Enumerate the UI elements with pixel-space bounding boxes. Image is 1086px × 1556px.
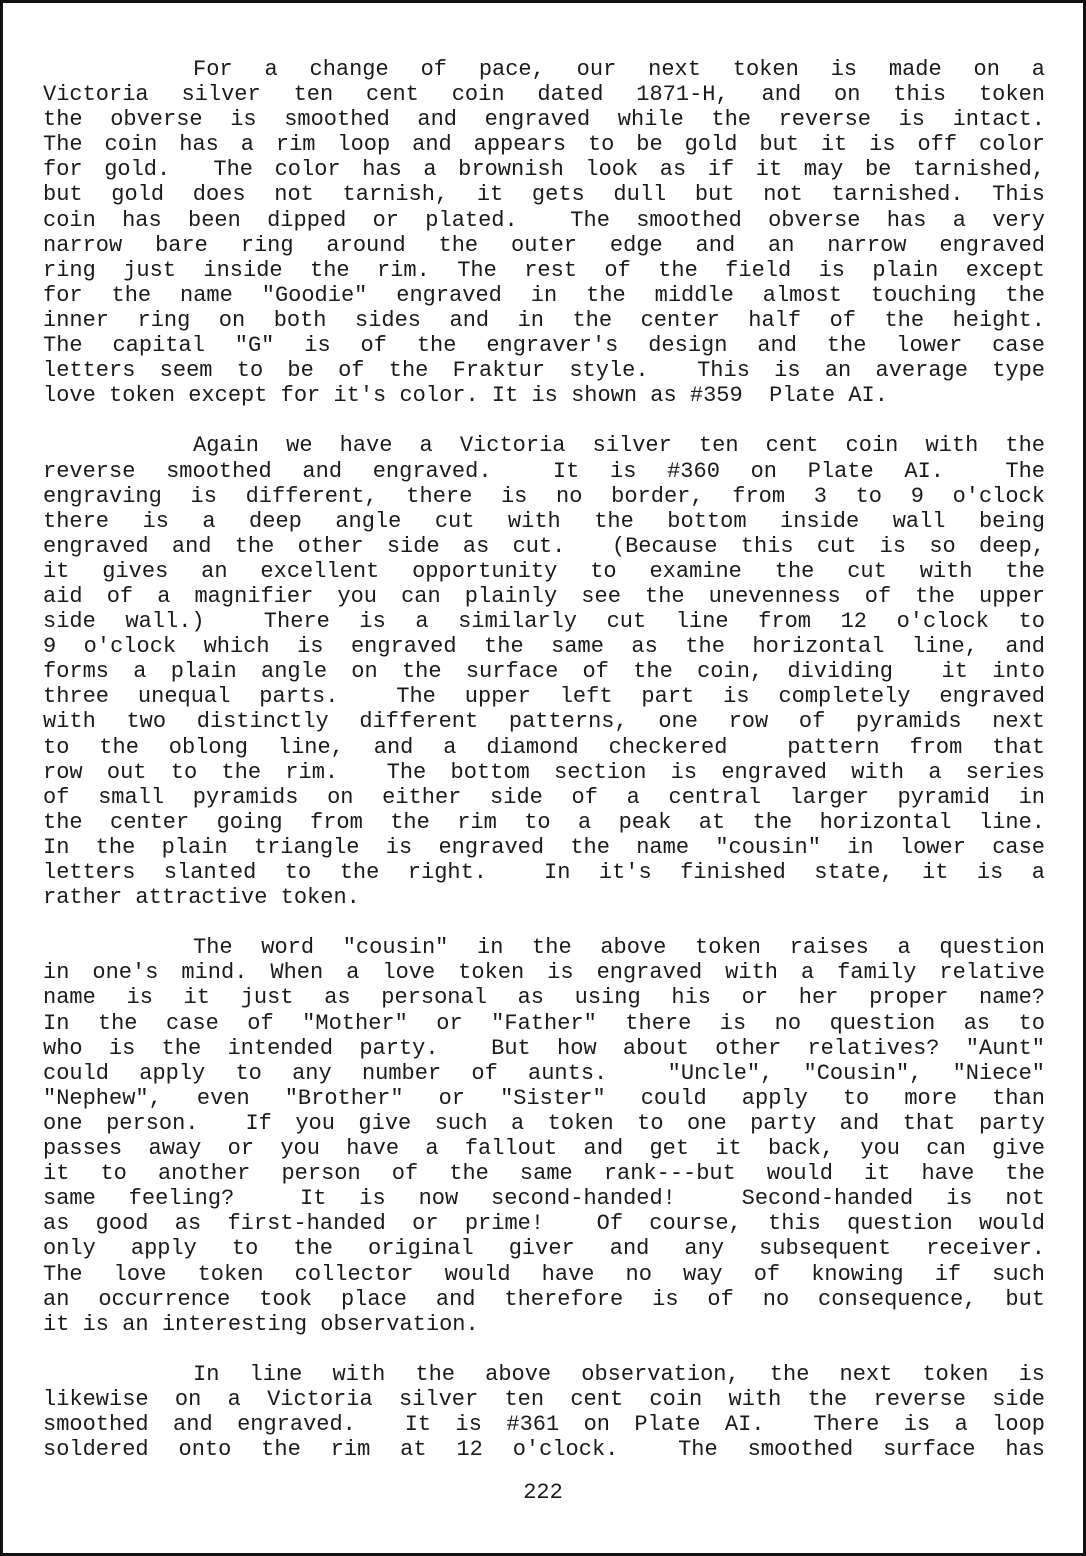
- text-line: who is the intended party. But how about other relatives? "Aunt": [43, 1035, 1045, 1061]
- text-line: it gives an excellent opportunity to examine the cut with the: [43, 558, 1045, 584]
- text-line: narrow bare ring around the outer edge and an narrow engraved: [43, 232, 1045, 258]
- text-line: Victoria silver ten cent coin dated 1871-H, and on this token: [43, 82, 1045, 108]
- text-line: Again we have a Victoria silver ten cent coin with the: [193, 433, 1045, 459]
- body-text: [43, 57, 1045, 1487]
- text-line: letters slanted to the right. In it's finished state, it is a: [43, 860, 1045, 885]
- text-line: for the name "Goodie" engraved in the middle almost touching the: [43, 282, 1045, 308]
- text-line: one person. If you give such a token to one party and that party: [43, 1110, 1045, 1136]
- paragraph-3: [43, 935, 1045, 1337]
- text-line: engraving is different, there is no border, from 3 to 9 o'clock: [43, 483, 1045, 509]
- text-line: engraved and the other side as cut. (Because this cut is so deep,: [43, 533, 1045, 559]
- text-line: coin has been dipped or plated. The smoothed obverse has a very: [43, 207, 1045, 233]
- paragraph-2: [43, 433, 1045, 910]
- text-line: the obverse is smoothed and engraved while the reverse is intact.: [43, 107, 1045, 133]
- text-line: For a change of pace, our next token is made on a: [193, 57, 1045, 82]
- text-line: rather attractive token.: [43, 885, 360, 911]
- paragraph-4: [43, 1362, 1045, 1462]
- text-line: reverse smoothed and engraved. It is #360 on Plate AI. The: [43, 458, 1045, 484]
- text-line: three unequal parts. The upper left part is completely engraved: [43, 684, 1045, 710]
- text-line: it to another person of the same rank---but would it have the: [43, 1161, 1045, 1187]
- text-line: The love token collector would have no way of knowing if such: [43, 1261, 1045, 1287]
- text-line: forms a plain angle on the surface of the coin, dividing it into: [43, 659, 1045, 685]
- text-line: could apply to any number of aunts. "Uncle", "Cousin", "Niece": [43, 1060, 1045, 1086]
- text-line: with two distinctly different patterns, one row of pyramids next: [43, 709, 1045, 735]
- text-line: the center going from the rim to a peak at the horizontal line.: [43, 809, 1045, 835]
- text-line: passes away or you have a fallout and get it back, you can give: [43, 1136, 1045, 1162]
- text-line: The coin has a rim loop and appears to be gold but it is off color: [43, 132, 1045, 158]
- text-line: In line with the above observation, the next token is: [193, 1361, 1045, 1387]
- text-line: ring just inside the rim. The rest of the field is plain except: [43, 257, 1045, 283]
- text-line: row out to the rim. The bottom section is engraved with a series: [43, 759, 1045, 785]
- page-number: 222: [523, 1480, 563, 1505]
- text-line: only apply to the original giver and any subsequent receiver.: [43, 1236, 1045, 1262]
- text-line: In the plain triangle is engraved the name "cousin" in lower case: [43, 834, 1045, 860]
- text-line: for gold. The color has a brownish look as if it may be tarnished,: [43, 157, 1045, 183]
- text-line: side wall.) There is a similarly cut line from 12 o'clock to: [43, 609, 1045, 635]
- text-line: The capital "G" is of the engraver's design and the lower case: [43, 333, 1045, 359]
- text-line: love token except for it's color. It is shown as #359 Plate AI.: [43, 383, 888, 409]
- paragraph-1: [43, 57, 1045, 408]
- text-line: of small pyramids on either side of a central larger pyramid in: [43, 784, 1045, 810]
- text-line: to the oblong line, and a diamond checkered pattern from that: [43, 734, 1045, 760]
- text-line: in one's mind. When a love token is engraved with a family relative: [43, 960, 1045, 986]
- text-line: as good as first-handed or prime! Of course, this question would: [43, 1211, 1045, 1237]
- text-line: The word "cousin" in the above token raises a question: [193, 935, 1045, 961]
- text-line: letters seem to be of the Fraktur style. This is an average type: [43, 358, 1045, 384]
- text-line: name is it just as personal as using his or her proper name?: [43, 985, 1045, 1011]
- text-line: smoothed and engraved. It is #361 on Plate AI. There is a loop: [43, 1412, 1045, 1438]
- text-line: soldered onto the rim at 12 o'clock. The smoothed surface has: [43, 1437, 1045, 1463]
- text-line: 9 o'clock which is engraved the same as the horizontal line, and: [43, 634, 1045, 660]
- text-line: same feeling? It is now second-handed! Second-handed is not: [43, 1186, 1045, 1212]
- text-line: In the case of "Mother" or "Father" there is no question as to: [43, 1010, 1045, 1036]
- text-line: there is a deep angle cut with the bottom inside wall being: [43, 508, 1045, 534]
- text-line: "Nephew", even "Brother" or "Sister" could apply to more than: [43, 1085, 1045, 1111]
- text-line: likewise on a Victoria silver ten cent coin with the reverse side: [43, 1386, 1045, 1412]
- text-line: but gold does not tarnish, it gets dull but not tarnished. This: [43, 182, 1045, 208]
- text-line: aid of a magnifier you can plainly see the unevenness of the upper: [43, 583, 1045, 609]
- text-line: an occurrence took place and therefore is of no consequence, but: [43, 1286, 1045, 1312]
- text-line: it is an interesting observation.: [43, 1311, 479, 1337]
- text-line: inner ring on both sides and in the center half of the height.: [43, 307, 1045, 333]
